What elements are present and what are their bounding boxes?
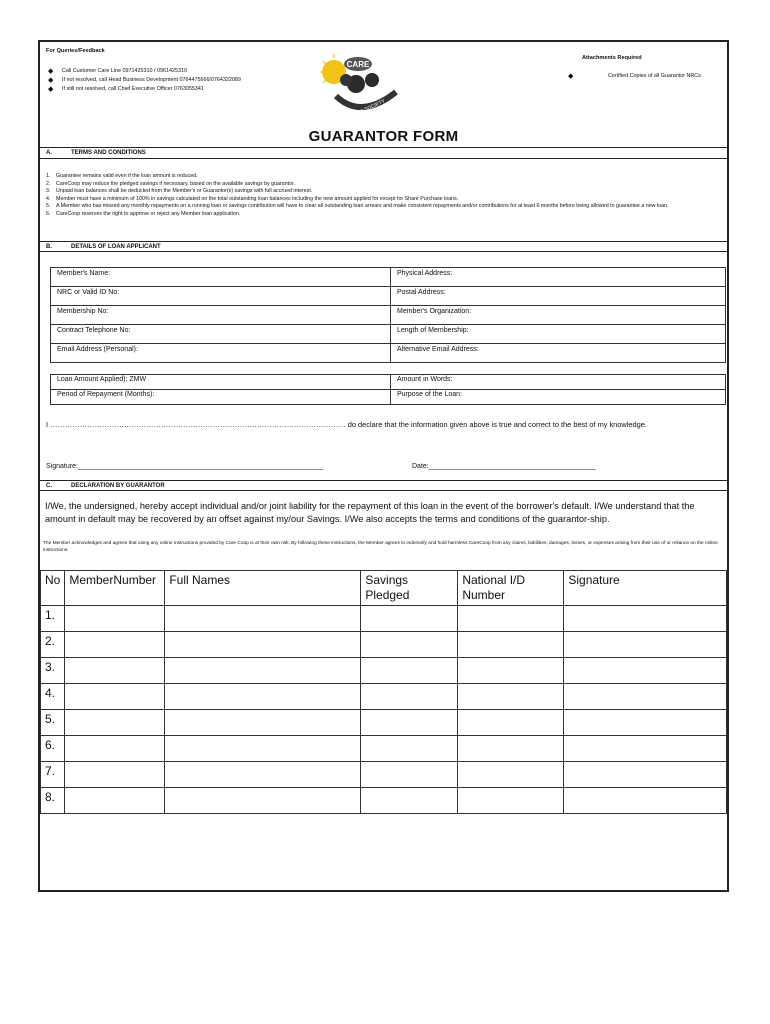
carecoop-logo (316, 50, 406, 122)
svg-text:COOP SOCIETY: COOP SOCIETY (349, 98, 387, 120)
row-number: 6. (41, 736, 65, 762)
row-number: 8. (41, 788, 65, 814)
full-names-cell[interactable] (165, 788, 361, 814)
savings-cell[interactable] (361, 788, 458, 814)
national-id-cell[interactable] (458, 710, 564, 736)
savings-cell[interactable] (361, 736, 458, 762)
national-id-cell[interactable] (458, 736, 564, 762)
term-item: 5. A Member who has missed any monthly repayments on a running loan or savings contribution will have to clear all outstanding loan arrears and make consistent repayments and/or contributions for at least 6 months before being allowed to guarantee a new loan. (46, 203, 669, 210)
col-member-number: MemberNumber (65, 571, 165, 606)
contact-item: ◆ Call Customer Care Line 0971425310 / 0961425310 (48, 67, 187, 75)
savings-cell[interactable] (361, 710, 458, 736)
savings-cell[interactable] (361, 632, 458, 658)
full-names-cell[interactable] (165, 710, 361, 736)
signature-cell[interactable] (564, 684, 727, 710)
telephone-field[interactable]: Contract Telephone No: (51, 325, 391, 344)
term-item: 2. CareCoop may reduce the pledged savings if necessary, based on the available savings by guarantor. (46, 180, 295, 187)
national-id-cell[interactable] (458, 684, 564, 710)
table-header-row (41, 571, 727, 606)
guarantors-table (40, 570, 727, 814)
alternative-email-field[interactable]: Alternative Email Address: (391, 344, 726, 363)
full-names-cell[interactable] (165, 606, 361, 632)
savings-cell[interactable] (361, 762, 458, 788)
savings-cell[interactable] (361, 658, 458, 684)
signature-cell[interactable] (564, 736, 727, 762)
attachments-label: Attachments Required (582, 55, 642, 61)
full-names-cell[interactable] (165, 684, 361, 710)
guarantor-statement: I/We, the undersigned, hereby accept individual and/or joint liability for the repayment of this loan in the event of the borrower's default. I/We understand that the amount in default may be recovered by an offset against my/our Savings. I/We also accepts the terms and conditions of the guarantor-ship. (45, 501, 695, 524)
physical-address-field[interactable]: Physical Address: (391, 268, 726, 287)
form-title: GUARANTOR FORM (308, 128, 459, 145)
full-names-cell[interactable] (165, 736, 361, 762)
savings-cell[interactable] (361, 684, 458, 710)
member-number-cell[interactable] (65, 684, 165, 710)
national-id-cell[interactable] (458, 658, 564, 684)
table-row (41, 632, 727, 658)
loan-amount-field[interactable]: Loan Amount Applied): ZMW (51, 375, 391, 390)
email-field[interactable]: Email Address (Personal): (51, 344, 391, 363)
term-item: 3. Unpaid loan balances shall be deducted from the Member's or Guarantor(s) savings with full accrued interest. (46, 188, 313, 195)
savings-cell[interactable] (361, 606, 458, 632)
full-names-cell[interactable] (165, 632, 361, 658)
table-row (41, 788, 727, 814)
amount-in-words-field[interactable]: Amount in Words: (391, 375, 726, 390)
table-row (41, 710, 727, 736)
form-frame (38, 40, 729, 892)
attachment-item: ◆ Certified Copies of all Guarantor NRCs (568, 73, 701, 80)
col-savings-pledged: Savings Pledged (361, 571, 458, 606)
full-names-cell[interactable] (165, 658, 361, 684)
member-number-cell[interactable] (65, 762, 165, 788)
table-row (41, 658, 727, 684)
table-row (41, 606, 727, 632)
row-number: 1. (41, 606, 65, 632)
online-instructions-note: The Member acknowledges and agrees that using any online instructions provided by Care Coop is at their own risk. By following these instructions, the Member agrees to indemnify and hold harmless CareCoop from any claims, liabilities, damages, losses, or expenses arising from their use of or reliance on the online instructions. (43, 541, 718, 553)
row-number: 5. (41, 710, 65, 736)
diamond-bullet-icon: ◆ (568, 73, 574, 80)
member-number-cell[interactable] (65, 632, 165, 658)
col-full-names: Full Names (165, 571, 361, 606)
diamond-bullet-icon: ◆ (48, 85, 54, 93)
col-no: No (41, 571, 65, 606)
table-row (41, 762, 727, 788)
applicant-date-line[interactable]: Date:___________________________________________ (412, 463, 597, 470)
postal-address-field[interactable]: Postal Address: (391, 287, 726, 306)
signature-cell[interactable] (564, 762, 727, 788)
signature-cell[interactable] (564, 710, 727, 736)
contact-list (48, 66, 241, 93)
repayment-period-field[interactable]: Period of Repayment (Months): (51, 390, 391, 405)
section-c-header: C. DECLARATION BY GUARANTOR (40, 480, 727, 491)
terms-list (46, 173, 726, 219)
contact-item: ◆ If not resolved, call Head Business Development 0764475666/0764322089 (48, 76, 241, 84)
row-number: 3. (41, 658, 65, 684)
section-b-header: B. DETAILS OF LOAN APPLICANT (40, 241, 727, 252)
term-item: 6. CareCoop reserves the right to approve or reject any Member loan application. (46, 210, 241, 217)
loan-details-table (50, 374, 726, 405)
term-item: 1. Guarantee remains valid even if the loan amount is reduced. (46, 173, 198, 179)
row-number: 2. (41, 632, 65, 658)
national-id-cell[interactable] (458, 788, 564, 814)
member-number-cell[interactable] (65, 658, 165, 684)
table-row (41, 736, 727, 762)
row-number: 4. (41, 684, 65, 710)
national-id-cell[interactable] (458, 762, 564, 788)
loan-purpose-field[interactable]: Purpose of the Loan: (391, 390, 726, 405)
member-number-cell[interactable] (65, 710, 165, 736)
nrc-field[interactable]: NRC or Valid ID No: (51, 287, 391, 306)
section-a-header: A. TERMS AND CONDITIONS (40, 148, 727, 159)
national-id-cell[interactable] (458, 606, 564, 632)
queries-label: For Queries/Feedback (46, 48, 105, 54)
applicant-declaration: I ………………………………………………………………………………………………………… do declare that the information given above is true and correct to the best of my knowledge. (46, 420, 647, 429)
length-of-membership-field[interactable]: Length of Membership: (391, 325, 726, 344)
member-number-cell[interactable] (65, 606, 165, 632)
table-row (41, 684, 727, 710)
col-signature: Signature (564, 571, 727, 606)
national-id-cell[interactable] (458, 632, 564, 658)
member-organization-field[interactable]: Member's Organization: (391, 306, 726, 325)
membership-no-field[interactable]: Membership No: (51, 306, 391, 325)
row-number: 7. (41, 762, 65, 788)
signature-cell[interactable] (564, 632, 727, 658)
svg-text:CARE: CARE (346, 60, 370, 69)
member-number-cell[interactable] (65, 736, 165, 762)
signature-cell[interactable] (564, 658, 727, 684)
diamond-bullet-icon: ◆ (48, 76, 54, 84)
applicant-details-table (50, 267, 726, 363)
col-national-id: National I/D Number (458, 571, 564, 606)
full-names-cell[interactable] (165, 762, 361, 788)
signature-cell[interactable] (564, 788, 727, 814)
term-item: 4. Member must have a minimum of 100% in savings calculated on the total outstanding loan balances including the new amount applied for except for Share Purchase loans. (46, 195, 459, 202)
member-name-field[interactable]: Member's Name: (51, 268, 391, 287)
diamond-bullet-icon: ◆ (48, 67, 54, 75)
form-header (40, 42, 727, 148)
contact-item: ◆ If still not resolved, call Chief Executive Officer 0763055341 (48, 85, 204, 93)
member-number-cell[interactable] (65, 788, 165, 814)
applicant-signature-line[interactable]: Signature:_______________________________________________________________ (46, 463, 324, 470)
signature-cell[interactable] (564, 606, 727, 632)
